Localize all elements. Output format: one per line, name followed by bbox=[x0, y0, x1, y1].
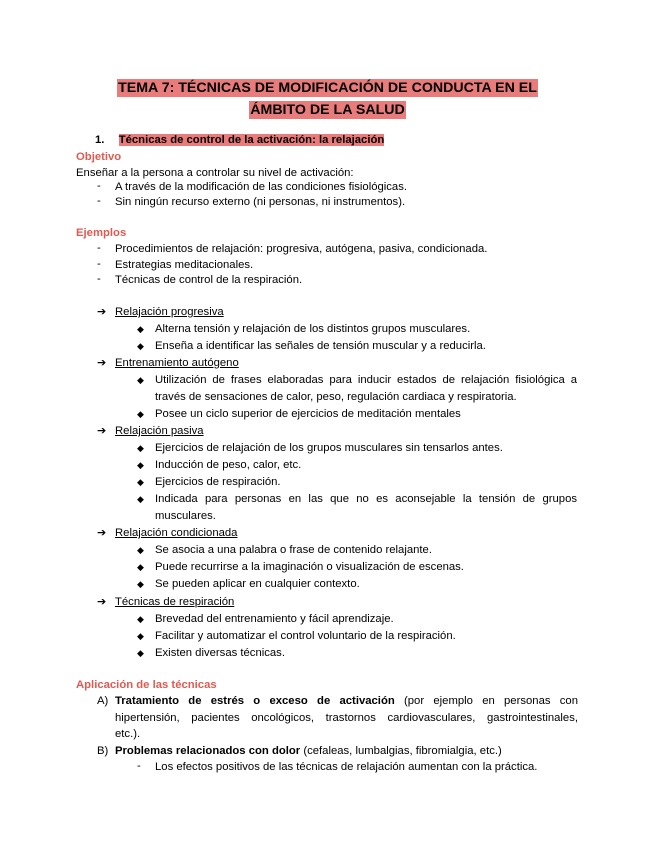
section-number: 1. bbox=[95, 134, 105, 146]
diamond-bullet-icon: ◆ bbox=[137, 341, 144, 351]
technique-point-continued: musculares. bbox=[155, 510, 216, 522]
technique-point: Se asocia a una palabra o frase de contenido relajante. bbox=[155, 544, 432, 556]
dash-bullet: - bbox=[97, 258, 101, 270]
arrow-icon: ➔ bbox=[97, 596, 107, 608]
technique-name: Relajación condicionada bbox=[115, 527, 238, 539]
technique-point: Enseña a identificar las señales de tensión muscular y a reducirla. bbox=[155, 340, 486, 352]
title-line-1: TEMA 7: TÉCNICAS DE MODIFICACIÓN DE CONDUCTA EN EL bbox=[118, 80, 537, 96]
diamond-bullet-icon: ◆ bbox=[137, 494, 144, 504]
aplicacion-a-bold: Tratamiento de estrés o exceso de activación bbox=[115, 695, 395, 707]
document-title bbox=[0, 79, 655, 119]
ejemplos-item: Estrategias meditacionales. bbox=[115, 259, 254, 271]
aplicacion-a-line3: etc.). bbox=[115, 728, 141, 740]
technique-name: Relajación progresiva bbox=[115, 306, 224, 318]
aplicacion-item-a bbox=[115, 694, 578, 709]
diamond-bullet-icon: ◆ bbox=[137, 477, 144, 487]
arrow-icon: ➔ bbox=[97, 527, 107, 539]
objetivo-item: Sin ningún recurso externo (ni personas, ni instrumentos). bbox=[115, 196, 406, 208]
diamond-bullet-icon: ◆ bbox=[137, 545, 144, 555]
aplicacion-b-sub: Los efectos positivos de las técnicas de relajación aumentan con la práctica. bbox=[155, 761, 538, 773]
technique-point: Facilitar y automatizar el control voluntario de la respiración. bbox=[155, 630, 456, 642]
section-title: Técnicas de control de la activación: la relajación bbox=[118, 134, 385, 146]
aplicacion-item-b bbox=[115, 744, 502, 759]
dash-bullet: - bbox=[97, 242, 101, 254]
dash-bullet: - bbox=[97, 273, 101, 285]
list-marker-a: A) bbox=[97, 695, 109, 707]
objetivo-intro: Enseñar a la persona a controlar su nivel de activación: bbox=[76, 167, 354, 179]
dash-bullet: - bbox=[97, 195, 101, 207]
technique-point: Posee un ciclo superior de ejercicios de meditación mentales bbox=[155, 408, 461, 420]
arrow-icon: ➔ bbox=[97, 357, 107, 369]
technique-point: Alterna tensión y relajación de los distintos grupos musculares. bbox=[155, 323, 471, 335]
diamond-bullet-icon: ◆ bbox=[137, 324, 144, 334]
technique-point: Ejercicios de respiración. bbox=[155, 476, 281, 488]
diamond-bullet-icon: ◆ bbox=[137, 648, 144, 658]
technique-point: Utilización de frases elaboradas para inducir estados de relajación fisiológica a bbox=[155, 374, 577, 386]
aplicacion-b-bold: Problemas relacionados con dolor bbox=[115, 745, 301, 757]
technique-point: Inducción de peso, calor, etc. bbox=[155, 459, 302, 471]
aplicacion-b-rest: (cefaleas, lumbalgias, fibromialgia, etc.) bbox=[303, 745, 502, 757]
aplicacion-label: Aplicación de las técnicas bbox=[76, 679, 217, 691]
diamond-bullet-icon: ◆ bbox=[137, 562, 144, 572]
ejemplos-label: Ejemplos bbox=[76, 227, 127, 239]
objetivo-label: Objetivo bbox=[76, 151, 122, 163]
diamond-bullet-icon: ◆ bbox=[137, 460, 144, 470]
arrow-icon: ➔ bbox=[97, 306, 107, 318]
technique-point-continued: través de sensaciones de calor, peso, regulación cardiaca y respiratoria. bbox=[155, 391, 517, 403]
technique-point: Indicada para personas en las que no es aconsejable la tensión de grupos bbox=[155, 493, 577, 505]
technique-name: Entrenamiento autógeno bbox=[115, 357, 239, 369]
objetivo-item: A través de la modificación de las condiciones fisiológicas. bbox=[115, 181, 407, 193]
dash-bullet: - bbox=[137, 760, 141, 772]
arrow-icon: ➔ bbox=[97, 425, 107, 437]
technique-point: Se pueden aplicar en cualquier contexto. bbox=[155, 578, 360, 590]
list-marker-b: B) bbox=[97, 745, 109, 757]
technique-point: Puede recurrirse a la imaginación o visualización de escenas. bbox=[155, 561, 464, 573]
technique-name: Técnicas de respiración bbox=[115, 596, 235, 608]
diamond-bullet-icon: ◆ bbox=[137, 579, 144, 589]
diamond-bullet-icon: ◆ bbox=[137, 375, 144, 385]
section-1-heading bbox=[95, 133, 384, 148]
diamond-bullet-icon: ◆ bbox=[137, 443, 144, 453]
diamond-bullet-icon: ◆ bbox=[137, 409, 144, 419]
dash-bullet: - bbox=[97, 180, 101, 192]
technique-point: Ejercicios de relajación de los grupos musculares sin tensarlos antes. bbox=[155, 442, 503, 454]
aplicacion-a-line2: hipertensión, pacientes oncológicos, trastornos cardiovasculares, gastrointestinales, bbox=[115, 712, 578, 724]
title-line-2: ÁMBITO DE LA SALUD bbox=[250, 102, 405, 118]
technique-name: Relajación pasiva bbox=[115, 425, 204, 437]
technique-point: Brevedad del entrenamiento y fácil aprendizaje. bbox=[155, 613, 394, 625]
diamond-bullet-icon: ◆ bbox=[137, 614, 144, 624]
technique-point: Existen diversas técnicas. bbox=[155, 647, 285, 659]
ejemplos-item: Procedimientos de relajación: progresiva, autógena, pasiva, condicionada. bbox=[115, 243, 488, 255]
aplicacion-a-rest: (por ejemplo en personas con bbox=[404, 695, 578, 707]
ejemplos-item: Técnicas de control de la respiración. bbox=[115, 274, 303, 286]
diamond-bullet-icon: ◆ bbox=[137, 631, 144, 641]
